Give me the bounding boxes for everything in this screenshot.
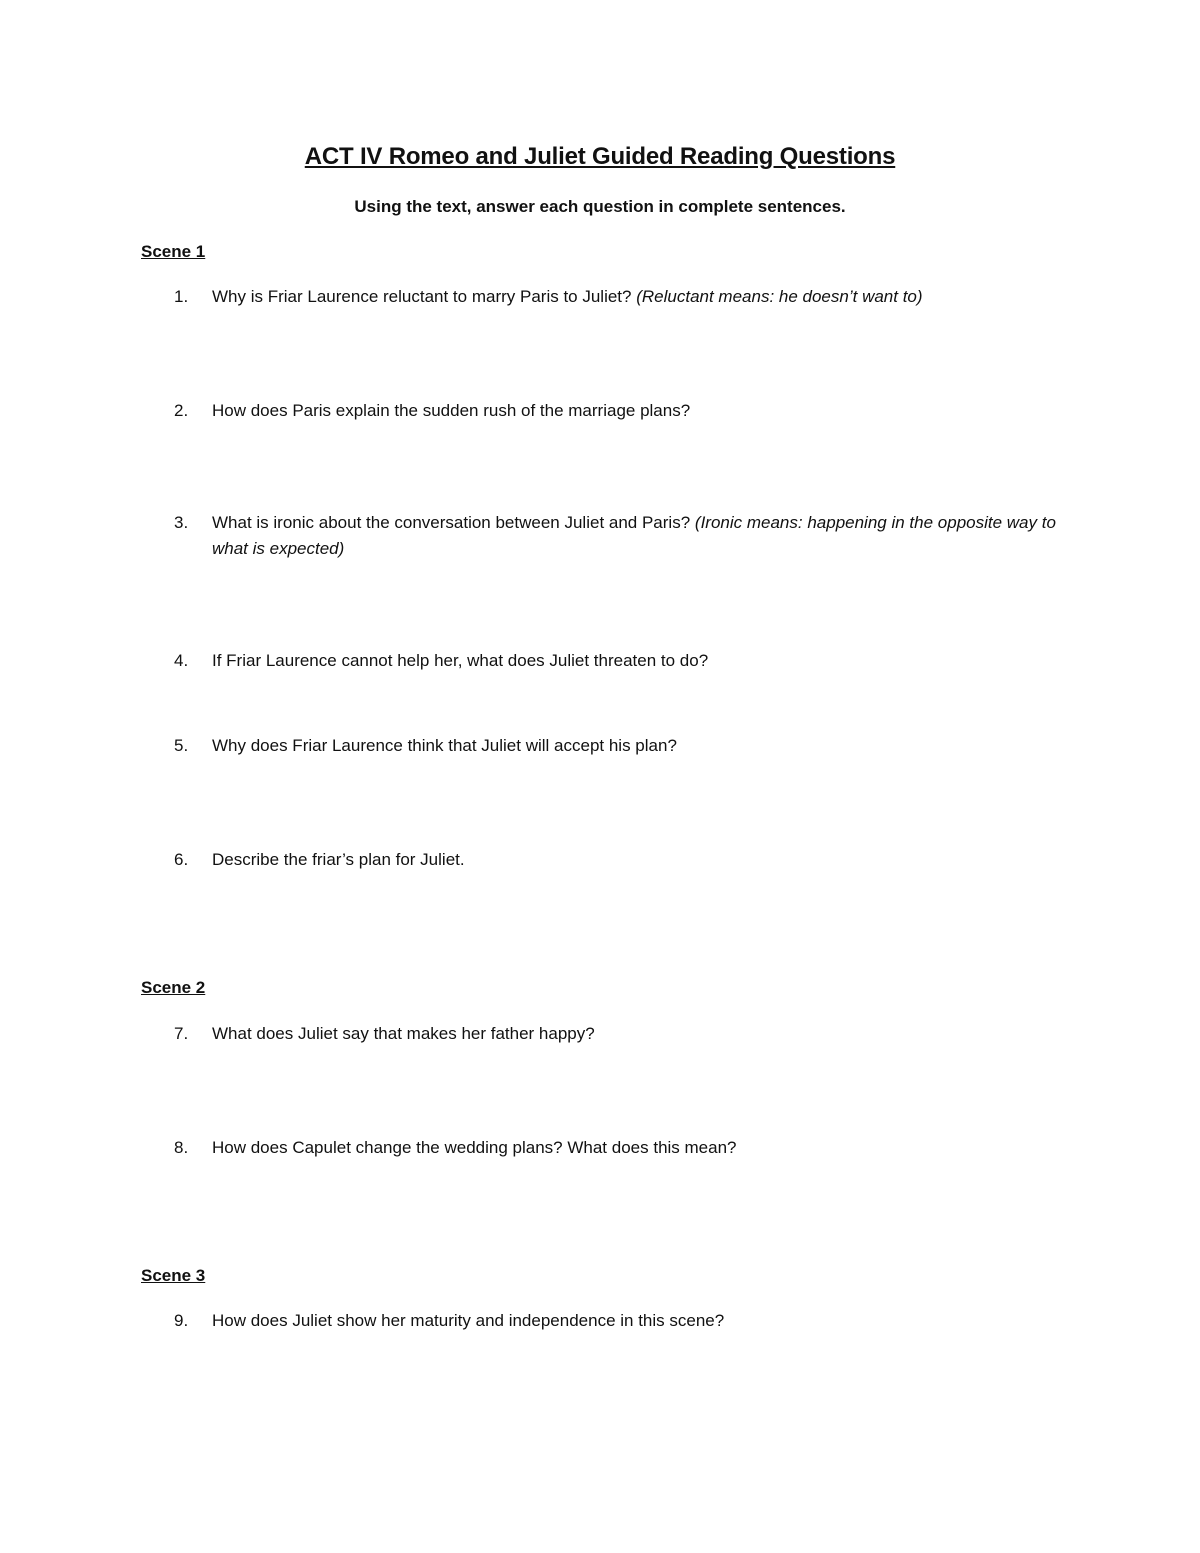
- question-number: 5.: [174, 736, 189, 755]
- question-item: [174, 733, 1074, 759]
- question-text: How does Paris explain the sudden rush of the marriage plans?: [212, 401, 691, 420]
- question-number: 3.: [174, 513, 189, 532]
- question-item: [174, 1021, 1074, 1047]
- question-item: [174, 1135, 1074, 1161]
- question-item: [174, 847, 1074, 873]
- scene-heading: Scene 3: [141, 1266, 206, 1285]
- question-note: (Reluctant means: he doesn’t want to): [636, 287, 923, 306]
- question-text: Describe the friar’s plan for Juliet.: [212, 850, 465, 869]
- question-note: (Ironic means: happening in the opposite way to what is expected): [212, 513, 1056, 558]
- question-number: 6.: [174, 850, 189, 869]
- page-title: ACT IV Romeo and Juliet Guided Reading Questions: [304, 143, 896, 170]
- question-number: 1.: [174, 287, 189, 306]
- question-number: 8.: [174, 1138, 189, 1157]
- instructions: Using the text, answer each question in complete sentences.: [354, 197, 846, 216]
- question-text: Why is Friar Laurence reluctant to marry Paris to Juliet?: [212, 287, 632, 306]
- scene-heading: Scene 1: [141, 242, 206, 261]
- scene-heading: Scene 2: [141, 978, 206, 997]
- question-text: How does Juliet show her maturity and independence in this scene?: [212, 1311, 725, 1330]
- question-item: [174, 398, 1074, 424]
- question-number: 7.: [174, 1024, 189, 1043]
- question-text: If Friar Laurence cannot help her, what does Juliet threaten to do?: [212, 651, 709, 670]
- question-item: [174, 648, 1074, 674]
- question-number: 9.: [174, 1311, 189, 1330]
- question-item: [174, 1308, 1074, 1334]
- question-text: What is ironic about the conversation between Juliet and Paris?: [212, 513, 691, 532]
- question-text: What does Juliet say that makes her father happy?: [212, 1024, 595, 1043]
- question-item: [174, 510, 1074, 562]
- question-number: 2.: [174, 401, 189, 420]
- question-text: Why does Friar Laurence think that Juliet will accept his plan?: [212, 736, 677, 755]
- question-number: 4.: [174, 651, 189, 670]
- question-item: [174, 284, 1074, 310]
- question-text: How does Capulet change the wedding plans? What does this mean?: [212, 1138, 737, 1157]
